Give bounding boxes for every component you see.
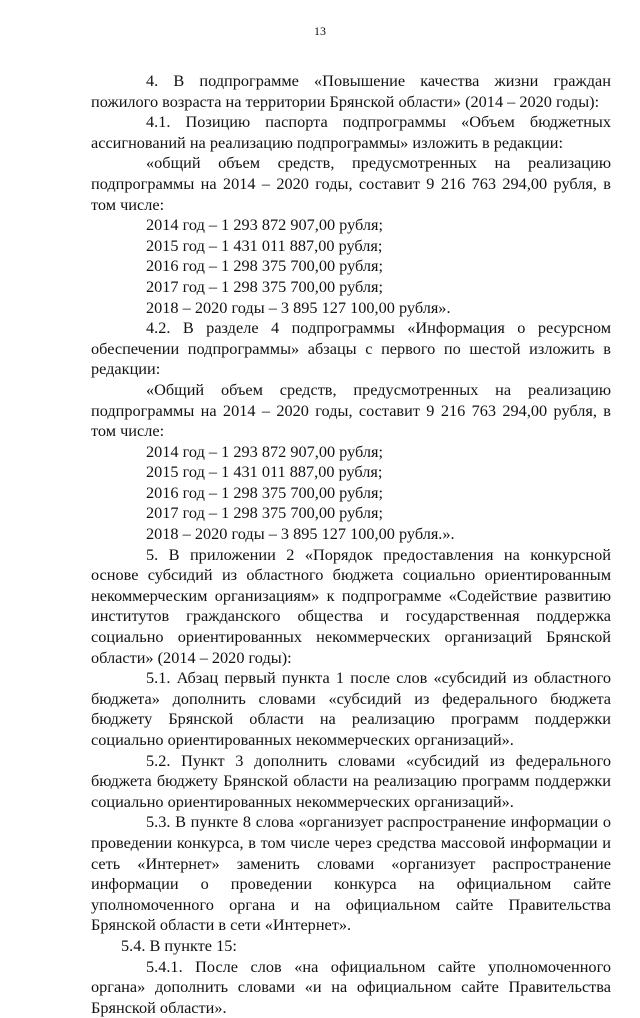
page-number: 13: [314, 24, 326, 38]
paragraph: 5.4. В пункте 15:: [121, 935, 237, 955]
paragraph: 5.4.1. После слов «на официальном сайте уполномоченного органа» дополнить словами «и на официальном сайте Правительства Брянской области».: [91, 956, 611, 1017]
document-body: [91, 71, 611, 1018]
amount-line: 2018 – 2020 годы – 3 895 127 100,00 рубля».: [146, 297, 451, 317]
amount-line: 2017 год – 1 298 375 700,00 рубля;: [146, 503, 384, 523]
amount-line: 2016 год – 1 298 375 700,00 рубля;: [146, 256, 384, 276]
paragraph: 4. В подпрограмме «Повышение качества жизни граждан пожилого возраста на территории Брянской области» (2014 – 2020 годы):: [91, 71, 611, 111]
paragraph: 4.1. Позицию паспорта подпрограммы «Объем бюджетных ассигнований на реализацию подпрограммы» изложить в редакции:: [91, 112, 611, 152]
amount-line: 2016 год – 1 298 375 700,00 рубля;: [146, 482, 384, 502]
paragraph: 5.2. Пункт 3 дополнить словами «субсидий из федерального бюджета бюджету Брянской области на реализацию программ поддержки социально ориентированных некоммерческих организаций».: [91, 750, 611, 811]
amount-line: 2014 год – 1 293 872 907,00 рубля;: [146, 215, 384, 235]
paragraph: 5.3. В пункте 8 слова «организует распространение информации о проведении конкурса, в том числе через средства массовой информации и сеть «Интернет» заменить словами «организует распространение информации о проведении конкурса на официальном сайте уполномоченного органа и на официальном сайте Правительства Брянской области в сети «Интернет».: [91, 812, 611, 935]
amount-line: 2015 год – 1 431 011 887,00 рубля;: [146, 462, 383, 482]
amount-line: 2014 год – 1 293 872 907,00 рубля;: [146, 441, 384, 461]
paragraph: 5. В приложении 2 «Порядок предоставления на конкурсной основе субсидий из областного бюджета социально ориентированным некоммерческим организациям» к подпрограмме «Содействие развитию институтов гражданского общества и государственная поддержка социально ориентированных некоммерческих организаций Брянской области» (2014 – 2020 годы):: [91, 544, 611, 667]
paragraph: 5.1. Абзац первый пункта 1 после слов «субсидий из областного бюджета» дополнить словами «субсидий из федерального бюджета бюджету Брянской области на реализацию программ поддержки социально ориентированных некоммерческих организаций».: [91, 668, 611, 749]
amount-line: 2018 – 2020 годы – 3 895 127 100,00 рубля.».: [146, 524, 455, 544]
amount-line: 2015 год – 1 431 011 887,00 рубля;: [146, 235, 383, 255]
paragraph: «общий объем средств, предусмотренных на реализацию подпрограммы на 2014 – 2020 годы, составит 9 216 763 294,00 рубля, в том числе:: [91, 153, 611, 214]
amount-line: 2017 год – 1 298 375 700,00 рубля;: [146, 276, 384, 296]
paragraph: 4.2. В разделе 4 подпрограммы «Информация о ресурсном обеспечении подпрограммы» абзацы с первого по шестой изложить в редакции:: [91, 318, 611, 379]
paragraph: «Общий объем средств, предусмотренных на реализацию подпрограммы на 2014 – 2020 годы, составит 9 216 763 294,00 рубля, в том числе:: [91, 379, 611, 441]
